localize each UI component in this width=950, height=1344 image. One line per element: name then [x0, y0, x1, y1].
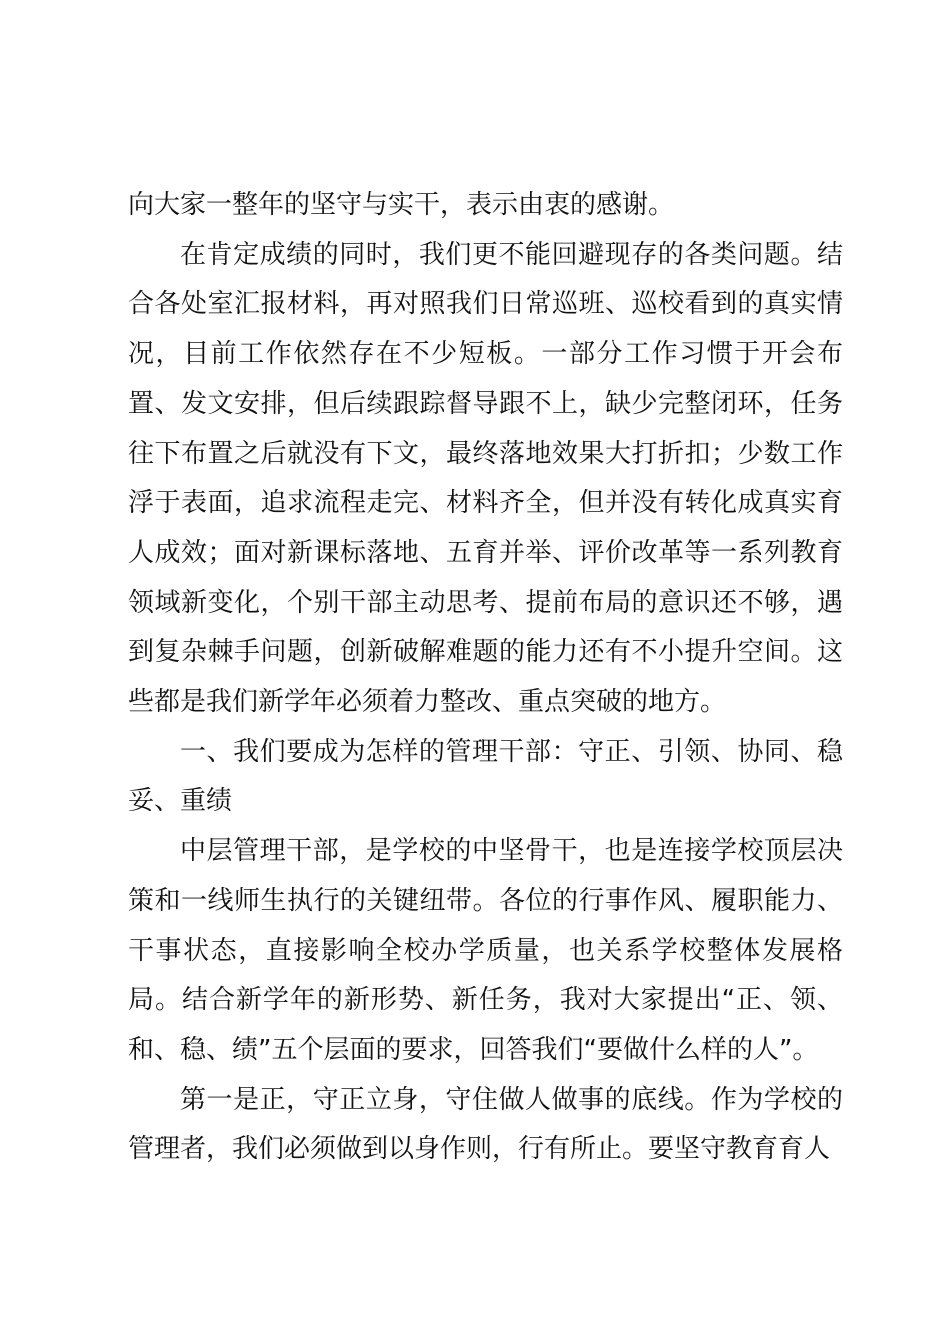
paragraph-first-point: 第一是正，守正立身，守住做人做事的底线。作为学校的管理者，我们必须做到以身作则，行有所止。要坚守教育育人 [128, 1084, 843, 1165]
paragraph-continuation: 向大家一整年的坚守与实干，表示由衷的感谢。 [128, 190, 675, 220]
paragraph-middle-managers: 中层管理干部，是学校的中坚骨干，也是连接学校顶层决策和一线师生执行的关键纽带。各位的行事作风、履职能力、干事状态，直接影响全校办学质量，也关系学校整体发展格局。结合新学年的新形势、新任务，我对大家提出“正、领、和、稳、绩”五个层面的要求，回答我们“要做什么样的人”。 [128, 836, 843, 1065]
paragraph-problems: 在肯定成绩的同时，我们更不能回避现存的各类问题。结合各处室汇报材料，再对照我们日常巡班、巡校看到的真实情况，目前工作依然存在不少短板。一部分工作习惯于开会布置、发文安排，但后续跟踪督导跟不上，缺少完整闭环，任务往下布置之后就没有下文，最终落地效果大打折扣；少数工作浮于表面，追求流程走完、材料齐全，但并没有转化成真实育人成效；面对新课标落地、五育并举、评价改革等一系列教育领域新变化，个别干部主动思考、提前布局的意识还不够，遇到复杂棘手问题，创新破解难题的能力还有不小提升空间。这些都是我们新学年必须着力整改、重点突破的地方。 [128, 239, 843, 718]
document-body [128, 181, 843, 1175]
section-heading-1: 一、我们要成为怎样的管理干部：守正、引领、协同、稳妥、重绩 [128, 736, 843, 817]
